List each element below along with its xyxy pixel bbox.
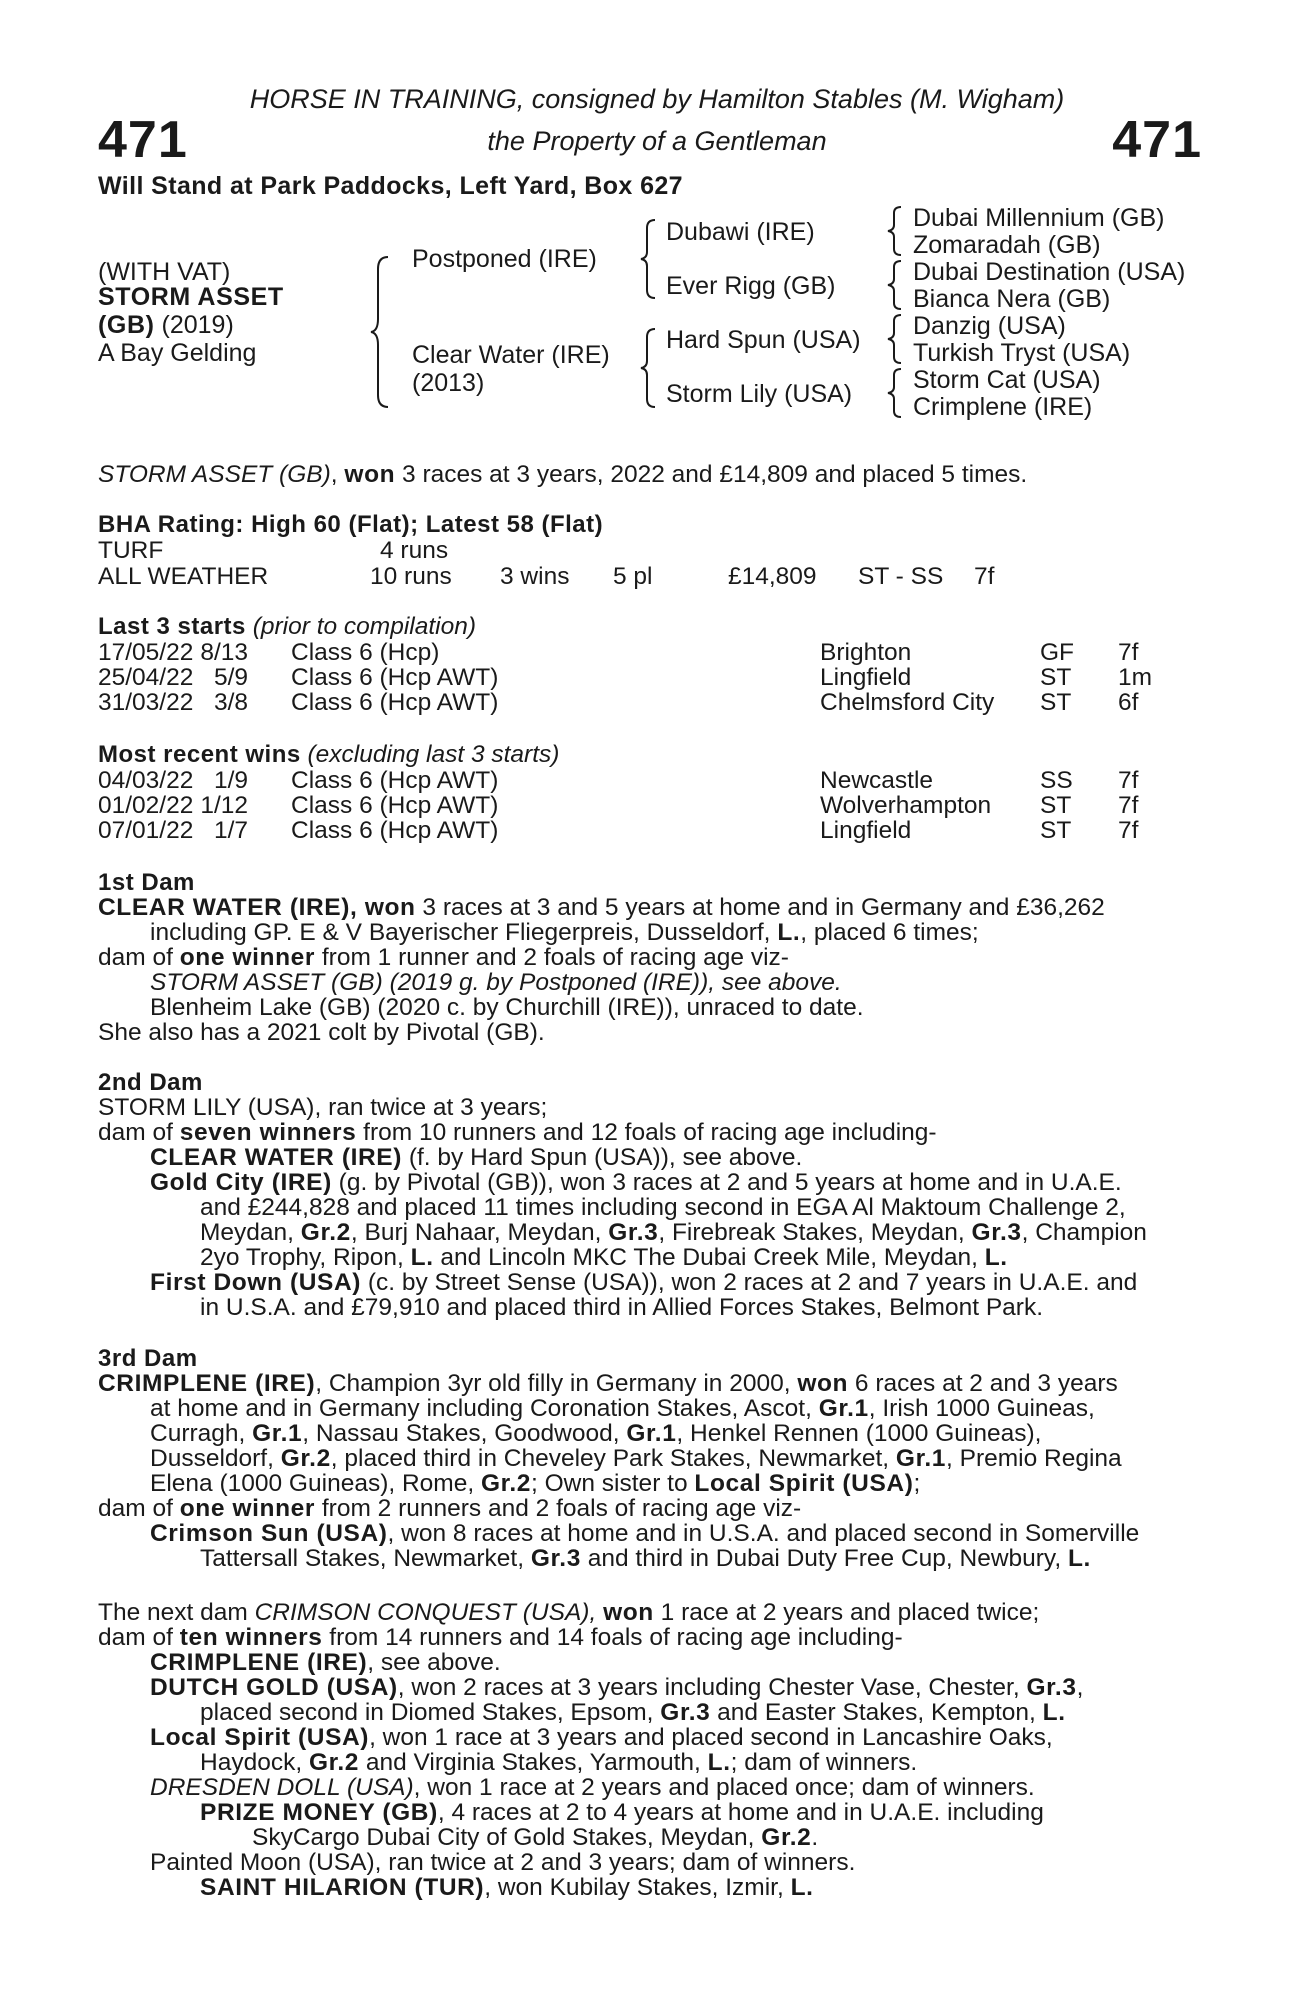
dam3-text: Tattersall Stakes, Newmarket, <box>200 1545 531 1572</box>
last3-pos: 5/9 <box>213 664 248 691</box>
recent-course: Lingfield <box>820 817 912 844</box>
dam3-text: dam of <box>98 1495 180 1522</box>
sibling-name: Local Spirit (USA) <box>694 1470 914 1497</box>
dam1-line-6: She also has a 2021 colt by Pivotal (GB). <box>98 1019 545 1046</box>
recent-dist: 7f <box>1118 767 1139 794</box>
grade-mark: Gr.3 <box>660 1699 711 1726</box>
next-dam-text: and Easter Stakes, Kempton, <box>710 1699 1043 1726</box>
recent-pos: 1/9 <box>213 767 248 794</box>
last3-pos: 3/8 <box>213 689 248 716</box>
horse-origin <box>98 311 234 340</box>
dam-dam: Storm Lily (USA) <box>666 380 853 408</box>
dam2-text: , Burj Nahaar, Meydan, <box>350 1219 609 1246</box>
last3-note: (prior to compilation) <box>245 613 477 640</box>
ancestor-g4: Bianca Nera (GB) <box>913 285 1111 313</box>
dam2-line-2 <box>98 1120 937 1145</box>
grade-mark: Gr.3 <box>530 1545 581 1572</box>
summary-horse: STORM ASSET (GB) <box>98 461 331 488</box>
ancestor-g7: Storm Cat (USA) <box>913 366 1101 394</box>
listed-mark: L. <box>1067 1545 1091 1572</box>
horse-name: STORM ASSET <box>98 283 284 311</box>
dam2-winners: seven winners <box>179 1119 357 1146</box>
dam3-text: , won 8 races at home and in U.S.A. and placed second in Somerville <box>387 1520 1140 1547</box>
last3-going: ST <box>1040 689 1072 716</box>
stand-location: Will Stand at Park Paddocks, Left Yard, Box 627 <box>98 172 683 200</box>
recent-race: Class 6 (Hcp AWT) <box>291 792 499 819</box>
dam1-text: dam of <box>98 944 180 971</box>
next-dam-text: from 14 runners and 14 foals of racing age including- <box>322 1624 903 1651</box>
next-dam-winners: ten winners <box>179 1624 323 1651</box>
aw-distance: 7f <box>974 563 995 590</box>
dam2-line-4 <box>150 1170 1122 1195</box>
dam2-heading: 2nd Dam <box>98 1069 203 1096</box>
dam3-text: at home and in Germany including Coronation Stakes, Ascot, <box>150 1395 819 1422</box>
dam2-text: from 10 runners and 12 foals of racing age including- <box>356 1119 937 1146</box>
aw-placed: 5 pl <box>613 563 653 590</box>
recent-race: Class 6 (Hcp AWT) <box>291 767 499 794</box>
recent-course: Wolverhampton <box>820 792 992 819</box>
sire: Postponed (IRE) <box>412 245 597 273</box>
last3-pos: 8/13 <box>200 639 248 666</box>
aw-runs: 10 runs <box>370 563 452 590</box>
next-dam-line-5 <box>200 1700 1066 1725</box>
next-dam-text: placed second in Diomed Stakes, Epsom, <box>200 1699 661 1726</box>
ancestor-g2: Zomaradah (GB) <box>913 231 1101 259</box>
bha-rating: BHA Rating: High 60 (Flat); Latest 58 (Flat) <box>98 511 604 538</box>
progeny-name: Crimson Sun (USA) <box>150 1520 388 1547</box>
ancestor-g3: Dubai Destination (USA) <box>913 258 1186 286</box>
last3-course: Brighton <box>820 639 912 666</box>
recent-going: ST <box>1040 792 1072 819</box>
dam1-line-2 <box>150 920 979 945</box>
progeny-name: First Down (USA) <box>150 1269 362 1296</box>
dam1-line-5: Blenheim Lake (GB) (2020 c. by Churchill (IRE)), unraced to date. <box>150 994 864 1021</box>
consignor-line: HORSE IN TRAINING, consigned by Hamilton Stables (M. Wigham) <box>249 84 1065 114</box>
dam2-text: (f. by Hard Spun (USA)), see above. <box>402 1144 803 1171</box>
next-dam-text: ; dam of winners. <box>730 1749 918 1776</box>
recent-going: SS <box>1040 767 1073 794</box>
aw-going: ST - SS <box>858 563 944 590</box>
next-dam-text: and Virginia Stakes, Yarmouth, <box>359 1749 708 1776</box>
grade-mark: Gr.2 <box>308 1749 360 1776</box>
dam1-winners: one winner <box>179 944 316 971</box>
dam1-text: , placed 6 times; <box>800 919 979 946</box>
dam3-name: CRIMPLENE (IRE) <box>98 1370 316 1397</box>
recent-dist: 7f <box>1118 817 1139 844</box>
dam3-text: and third in Dubai Duty Free Cup, Newbury, <box>580 1545 1068 1572</box>
progeny-name: CRIMPLENE (IRE) <box>150 1649 368 1676</box>
dam3-line-2 <box>150 1396 1095 1421</box>
next-dam-text: , won 1 race at 3 years and placed second in Lancashire Oaks, <box>369 1724 1053 1751</box>
grade-mark: Gr.1 <box>818 1395 869 1422</box>
dam-year: (2013) <box>412 369 485 397</box>
dam3-won: won <box>797 1370 849 1397</box>
last3-dist: 1m <box>1118 664 1153 691</box>
pedigree-brace-main <box>370 255 392 410</box>
lot-number-left: 471 <box>98 111 188 169</box>
next-dam-text: SkyCargo Dubai City of Gold Stakes, Meydan, <box>252 1824 762 1851</box>
dam3-line-3 <box>150 1421 1041 1446</box>
dam3-line-1 <box>98 1371 1118 1396</box>
next-dam-line-6 <box>150 1725 1053 1750</box>
dam1-text: from 1 runner and 2 foals of racing age viz- <box>315 944 789 971</box>
dam3-text: , Irish 1000 Guineas, <box>868 1395 1095 1422</box>
ancestor-g8: Crimplene (IRE) <box>913 393 1093 421</box>
dam2-line-1: STORM LILY (USA), ran twice at 3 years; <box>98 1094 548 1121</box>
ancestor-g1: Dubai Millennium (GB) <box>913 204 1165 232</box>
dam1-text: 3 races at 3 and 5 years at home and in Germany and £36,262 <box>415 894 1105 921</box>
dam1-text: including GP. E & V Bayerischer Fliegerpreis, Dusseldorf, <box>150 919 778 946</box>
grade-mark: Gr.3 <box>971 1219 1022 1246</box>
progeny-name: DRESDEN DOLL (USA) <box>150 1774 414 1801</box>
next-dam-line-10 <box>252 1825 818 1850</box>
next-dam-text: , won 2 races at 3 years including Chester Vase, Chester, <box>397 1674 1027 1701</box>
progeny-name: Local Spirit (USA) <box>150 1724 370 1751</box>
next-dam-text: , <box>1076 1674 1084 1701</box>
recent-heading <box>98 742 559 767</box>
dam1-line-4: STORM ASSET (GB) (2019 g. by Postponed (IRE)), see above. <box>150 969 842 996</box>
last3-race: Class 6 (Hcp AWT) <box>291 689 499 716</box>
dam3-text: 6 races at 2 and 3 years <box>848 1370 1118 1397</box>
pedigree-brace-g4 <box>887 367 903 419</box>
dam3-text: , Champion 3yr old filly in Germany in 2000, <box>315 1370 798 1397</box>
recent-going: ST <box>1040 817 1072 844</box>
dam1-line-3 <box>98 945 789 970</box>
grade-mark: Gr.2 <box>300 1219 351 1246</box>
next-dam-name: CRIMSON CONQUEST (USA), <box>254 1599 604 1626</box>
dam1-name: CLEAR WATER (IRE), won <box>98 894 416 921</box>
grade-mark: Gr.3 <box>608 1219 659 1246</box>
dam2-text: , Firebreak Stakes, Meydan, <box>658 1219 972 1246</box>
last3-course: Chelmsford City <box>820 689 995 716</box>
grade-mark: Gr.3 <box>1026 1674 1077 1701</box>
race-summary: STORM ASSET (GB), won 3 races at 3 years, 2022 and £14,809 and placed 5 times. <box>98 461 1028 488</box>
ancestor-g5: Danzig (USA) <box>913 312 1066 340</box>
grade-mark: Gr.1 <box>626 1420 677 1447</box>
dam3-text: , Henkel Rennen (1000 Guineas), <box>676 1420 1042 1447</box>
next-dam-line-1 <box>98 1600 1039 1625</box>
dam: Clear Water (IRE) <box>412 341 610 369</box>
listed-mark: L. <box>1042 1699 1066 1726</box>
next-dam-text: , won Kubilay Stakes, Izmir, <box>484 1874 791 1901</box>
dam3-text: Curragh, <box>150 1420 253 1447</box>
dam3-winners: one winner <box>179 1495 316 1522</box>
last3-going: ST <box>1040 664 1072 691</box>
next-dam-text: dam of <box>98 1624 180 1651</box>
next-dam-text: . <box>811 1824 819 1851</box>
dam2-text: 2yo Trophy, Ripon, <box>200 1244 411 1271</box>
next-dam-line-2 <box>98 1625 903 1650</box>
dam3-text: , placed third in Cheveley Park Stakes, Newmarket, <box>330 1445 896 1472</box>
dam3-text: , Nassau Stakes, Goodwood, <box>302 1420 627 1447</box>
horse-country: (GB) <box>98 311 155 339</box>
recent-race: Class 6 (Hcp AWT) <box>291 817 499 844</box>
dam2-text: (g. by Pivotal (GB)), won 3 races at 2 and 5 years at home and in U.A.E. <box>331 1169 1122 1196</box>
grade-mark: Gr.2 <box>480 1470 532 1497</box>
dam1-line-1 <box>98 895 1204 920</box>
dam2-text: Meydan, <box>200 1219 301 1246</box>
next-dam-line-7 <box>200 1750 917 1775</box>
listed-mark: L. <box>984 1244 1008 1271</box>
summary-rest: 3 races at 3 years, 2022 and £14,809 and placed 5 times. <box>395 461 1028 488</box>
sire-dam: Ever Rigg (GB) <box>666 272 836 300</box>
last3-date: 25/04/22 <box>98 664 194 691</box>
recent-pos: 1/12 <box>200 792 248 819</box>
recent-date: 04/03/22 <box>98 767 194 794</box>
dam1-heading: 1st Dam <box>98 869 195 896</box>
next-dam-text: , 4 races at 2 to 4 years at home and in U.A.E. including <box>437 1799 1044 1826</box>
dam3-line-5 <box>150 1471 920 1496</box>
next-dam-line-12 <box>200 1875 814 1900</box>
aw-label: ALL WEATHER <box>98 563 269 590</box>
grade-mark: Gr.2 <box>280 1445 331 1472</box>
last3-dist: 6f <box>1118 689 1139 716</box>
progeny-name: CLEAR WATER (IRE) <box>150 1144 403 1171</box>
dam2-text: dam of <box>98 1119 180 1146</box>
pedigree-brace-sire <box>640 218 658 300</box>
dam3-line-7 <box>150 1521 1139 1546</box>
next-dam-line-4 <box>150 1675 1083 1700</box>
pedigree-brace-dam <box>640 327 658 409</box>
dam2-line-5: and £244,828 and placed 11 times including second in EGA Al Maktoum Challenge 2, <box>200 1194 1126 1221</box>
dam3-line-4 <box>150 1446 1122 1471</box>
lot-number-right: 471 <box>1112 111 1202 169</box>
last3-course: Lingfield <box>820 664 912 691</box>
recent-title: Most recent wins <box>98 741 301 768</box>
horse-description: A Bay Gelding <box>98 339 257 367</box>
dam2-line-6 <box>200 1220 1147 1245</box>
dam2-line-3 <box>150 1145 802 1170</box>
property-line: the Property of a Gentleman <box>487 126 827 156</box>
next-dam-text: 1 race at 2 years and placed twice; <box>653 1599 1040 1626</box>
last3-going: GF <box>1040 639 1075 666</box>
listed-mark: L. <box>790 1874 814 1901</box>
ancestor-g6: Turkish Tryst (USA) <box>913 339 1131 367</box>
turf-label: TURF <box>98 537 164 564</box>
horse-year: (2019) <box>154 311 234 339</box>
dam3-text: Elena (1000 Guineas), Rome, <box>150 1470 481 1497</box>
dam2-line-9: in U.S.A. and £79,910 and placed third in Allied Forces Stakes, Belmont Park. <box>200 1294 1044 1321</box>
pedigree-brace-g3 <box>887 313 903 365</box>
aw-prize-money: £14,809 <box>728 563 817 590</box>
next-dam-won: won <box>603 1599 654 1626</box>
last3-race: Class 6 (Hcp AWT) <box>291 664 499 691</box>
recent-course: Newcastle <box>820 767 934 794</box>
dam3-text: ; <box>913 1470 921 1497</box>
dam2-line-8 <box>150 1270 1137 1295</box>
last3-title: Last 3 starts <box>98 613 246 640</box>
listed-mark: L. <box>410 1244 434 1271</box>
dam3-text: from 2 runners and 2 foals of racing age viz- <box>315 1495 802 1522</box>
listed-mark: L. <box>707 1749 731 1776</box>
next-dam-text: The next dam <box>98 1599 255 1626</box>
grade-mark: Gr.1 <box>895 1445 946 1472</box>
next-dam-line-11: Painted Moon (USA), ran twice at 2 and 3 years; dam of winners. <box>150 1849 856 1876</box>
recent-date: 07/01/22 <box>98 817 194 844</box>
sire-sire: Dubawi (IRE) <box>666 218 815 246</box>
dam2-text: (c. by Street Sense (USA)), won 2 races at 2 and 7 years in U.A.E. and <box>361 1269 1138 1296</box>
dam2-text: and Lincoln MKC The Dubai Creek Mile, Meydan, <box>433 1244 985 1271</box>
pedigree-brace-g2 <box>887 259 903 311</box>
pedigree-brace-g1 <box>887 205 903 257</box>
dam3-line-8 <box>200 1546 1091 1571</box>
last3-dist: 7f <box>1118 639 1139 666</box>
dam3-text: ; Own sister to <box>531 1470 695 1497</box>
next-dam-line-3 <box>150 1650 501 1675</box>
dam3-text: , Premio Regina <box>945 1445 1122 1472</box>
progeny-name: PRIZE MONEY (GB) <box>200 1799 438 1826</box>
grade-mark: Gr.2 <box>761 1824 812 1851</box>
recent-dist: 7f <box>1118 792 1139 819</box>
turf-runs: 4 runs <box>380 537 449 564</box>
last3-race: Class 6 (Hcp) <box>291 639 440 666</box>
next-dam-text: , see above. <box>367 1649 501 1676</box>
summary-won: won <box>344 461 396 488</box>
dam-sire: Hard Spun (USA) <box>666 326 861 354</box>
vat-label: (WITH VAT) <box>98 258 231 286</box>
last3-heading <box>98 614 476 639</box>
dam2-text: , Champion <box>1021 1219 1147 1246</box>
next-dam-text: , won 1 race at 2 years and placed once; dam of winners. <box>413 1774 1035 1801</box>
listed-mark: L. <box>777 919 801 946</box>
next-dam-line-9 <box>200 1800 1044 1825</box>
next-dam-line-8 <box>150 1775 1035 1800</box>
recent-date: 01/02/22 <box>98 792 194 819</box>
progeny-name: SAINT HILARION (TUR) <box>200 1874 485 1901</box>
last3-date: 31/03/22 <box>98 689 194 716</box>
dam2-line-7 <box>200 1245 1008 1270</box>
recent-pos: 1/7 <box>213 817 248 844</box>
progeny-name: Gold City (IRE) <box>150 1169 332 1196</box>
last3-date: 17/05/22 <box>98 639 194 666</box>
recent-note: (excluding last 3 starts) <box>300 741 560 768</box>
dam3-line-6 <box>98 1496 801 1521</box>
next-dam-text: Haydock, <box>200 1749 309 1776</box>
progeny-name: DUTCH GOLD (USA) <box>150 1674 398 1701</box>
dam3-heading: 3rd Dam <box>98 1345 198 1372</box>
aw-wins: 3 wins <box>500 563 570 590</box>
grade-mark: Gr.1 <box>252 1420 303 1447</box>
dam3-text: Dusseldorf, <box>150 1445 281 1472</box>
